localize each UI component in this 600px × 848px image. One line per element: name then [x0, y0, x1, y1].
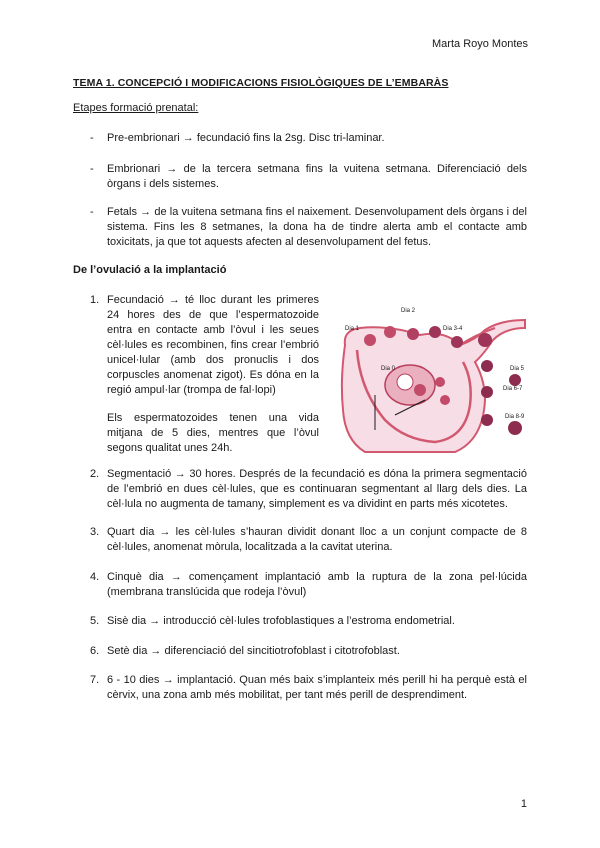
bullet-dash: -: [90, 132, 94, 144]
figure-label: Dia 5: [510, 366, 525, 372]
blastocyst-icon: [478, 333, 492, 347]
item-number: 7.: [90, 674, 100, 686]
item-sete-dia: Setè dia → diferenciació del sincitiotrofoblast i citotrofoblast.: [107, 645, 400, 657]
item-number: 2.: [90, 468, 100, 480]
figure-label: Dia 8-9: [505, 414, 525, 420]
cell-day6-icon: [481, 386, 493, 398]
item-number: 1.: [90, 294, 100, 306]
bullet-fetals: Fetals → de la vuitena setmana fins el naixement. Desenvolupament dels òrgans i del sistema. Fins les 8 setmanes, la dona ha de tindre alerta amb el contacte amb toxicitats, ja que tot aquests afecten al desenvolupament del fetus.: [107, 206, 527, 248]
etapes-heading: Etapes formació prenatal:: [73, 102, 199, 114]
bullet-preembrionari: Pre-embrionari → fecundació fins la 2sg. Disc tri-laminar.: [107, 132, 385, 144]
item-number: 5.: [90, 615, 100, 627]
item-implantacio: 6 - 10 dies → implantació. Quan més baix s’implanteix més perill hi ha perquè està el cèrvix, una zona amb més mobilitat, per tant més perill de desprendiment.: [107, 674, 527, 701]
author-name: Marta Royo Montes: [432, 38, 528, 50]
item-fecundacio-note: Els espermatozoides tenen una vida mitjana de 5 dies, mentres que l’òvul segons qualitat unes 24h.: [107, 412, 319, 454]
item-number: 4.: [90, 571, 100, 583]
item-cinque-dia: Cinquè dia → començament implantació amb la ruptura de la zona pel·lúcida (membrana translúcida que rodeja l’òvul): [107, 571, 527, 598]
cell-day2-icon: [407, 328, 419, 340]
figure-label: Dia 0: [381, 366, 396, 372]
figure-label: Dia 1: [345, 326, 360, 332]
morula-icon: [451, 336, 463, 348]
cell-day8-icon: [481, 414, 493, 426]
figure-label: Dia 2: [401, 308, 416, 314]
cell-day3-icon: [429, 326, 441, 338]
section-heading: De l’ovulació a la implantació: [73, 264, 227, 276]
cell-day1-icon: [384, 326, 396, 338]
item-number: 6.: [90, 645, 100, 657]
document-title: TEMA 1. CONCEPCIÓ I MODIFICACIONS FISIOLÒGIQUES DE L’EMBARÀS: [73, 77, 449, 89]
cell-day6-icon: [509, 374, 521, 386]
cell-day0-icon: [440, 395, 450, 405]
item-segmentacio: Segmentació → 30 hores. Després de la fecundació es dóna la primera segmentació de l’embrió en dues cèl·lules, que es continuaran segmentant al llarg dels dies. La cèl·lula no augmenta de tamany, simplement es va dividint en parts més xicotetes.: [107, 468, 527, 510]
bullet-dash: -: [90, 163, 94, 175]
cell-day1-icon: [364, 334, 376, 346]
implantation-cell-icon: [508, 421, 522, 435]
ovulation-implantation-figure: [335, 300, 530, 455]
item-quart-dia: Quart dia → les cèl·lules s’hauran dividit donant lloc a un conjunt compacte de 8 cèl·lules, anomenat mòrula, localitzada a la cavitat uterina.: [107, 526, 527, 553]
item-number: 3.: [90, 526, 100, 538]
follicle-shape: [397, 374, 413, 390]
cell-day5-icon: [481, 360, 493, 372]
bullet-dash: -: [90, 206, 94, 218]
follicle-shape: [414, 384, 426, 396]
item-sise-dia: Sisè dia → introducció cèl·lules trofoblastiques a l’estroma endometrial.: [107, 615, 455, 627]
bullet-embrionari: Embrionari → de la tercera setmana fins la vuitena setmana. Diferenciació dels òrgans i dels sistemes.: [107, 163, 527, 190]
cell-day0-icon: [435, 377, 445, 387]
page-number: 1: [520, 798, 527, 810]
figure-label: Dia 3-4: [443, 326, 463, 332]
figure-label: Dia 6-7: [503, 386, 523, 392]
item-fecundacio: Fecundació → té lloc durant les primeres 24 hores des de que l’espermatozoide entra en contacte amb l’òvul i les seues cèl·lules es recombinen, fins crear l’embrió unicel·lular (amb dos pronuclis i dos corpuscles anomenat zigot). Es dóna en la regió ampul·lar (trompa de fal·lopi): [107, 294, 319, 396]
